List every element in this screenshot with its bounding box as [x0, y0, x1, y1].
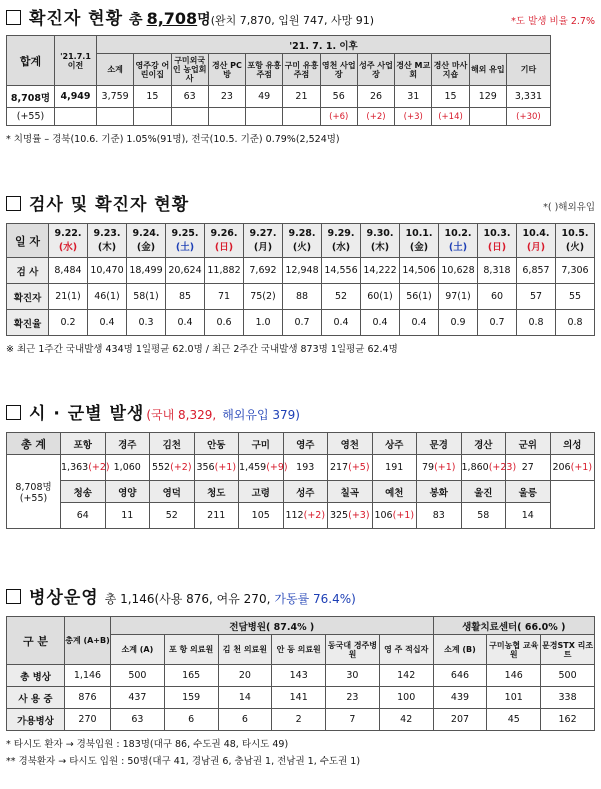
- cell: 11,882: [205, 258, 244, 284]
- cell: (+6): [320, 108, 357, 126]
- header-hospital: 전담병원( 87.4% ): [111, 617, 434, 635]
- checkbox-square-icon: [6, 196, 21, 211]
- cell: (+30): [506, 108, 550, 126]
- cell: 143: [272, 665, 326, 687]
- table-row: [7, 284, 595, 310]
- city-value: 11: [105, 503, 150, 529]
- date-cell: [88, 224, 127, 258]
- date-value: 9.26.: [210, 228, 238, 239]
- cell: 7,692: [244, 258, 283, 284]
- header-total: 총계 (A+B): [65, 617, 111, 665]
- cell: 338: [541, 687, 595, 709]
- weekday: (木): [97, 242, 117, 253]
- cell: 2: [272, 709, 326, 731]
- cell: 56: [320, 86, 357, 108]
- cell: 12,948: [283, 258, 322, 284]
- cell: 71: [205, 284, 244, 310]
- domestic-count: (국내 8,329,: [146, 408, 217, 422]
- header-date-label: 일 자: [7, 224, 49, 258]
- city-name: 성주: [283, 481, 328, 503]
- row-label: 가용병상: [7, 709, 65, 731]
- weekday: (水): [331, 242, 351, 253]
- confirmed-table: [6, 35, 595, 126]
- weekday: (火): [565, 242, 585, 253]
- city-value: 58: [461, 503, 506, 529]
- section-title: 검사 및 확진자 현황: [29, 195, 190, 215]
- cell: 8,318: [478, 258, 517, 284]
- cell: 60: [478, 284, 517, 310]
- total-new: (+55): [19, 493, 48, 504]
- date-row: [7, 224, 595, 258]
- cell: 85: [166, 284, 205, 310]
- cell: 42: [379, 709, 433, 731]
- cell: 439: [433, 687, 487, 709]
- date-cell: [322, 224, 361, 258]
- date-cell: [283, 224, 322, 258]
- cell: 146: [487, 665, 541, 687]
- date-value: 9.30.: [366, 228, 394, 239]
- date-value: 10.2.: [444, 228, 472, 239]
- cell: 6,857: [517, 258, 556, 284]
- cell: 500: [541, 665, 595, 687]
- table-row: [7, 108, 595, 126]
- date-cell: [517, 224, 556, 258]
- cell: 26: [357, 86, 394, 108]
- cell: 20: [218, 665, 272, 687]
- summary-unit: 명: [197, 12, 211, 28]
- overseas-note: *( )해외유입: [543, 202, 595, 213]
- weekday: (木): [370, 242, 390, 253]
- city-value: 552(+2): [150, 455, 195, 481]
- date-value: 9.23.: [93, 228, 121, 239]
- date-cell: [556, 224, 595, 258]
- cell: 100: [379, 687, 433, 709]
- date-value: 10.5.: [561, 228, 589, 239]
- cell: 101: [487, 687, 541, 709]
- header-col: 해외 유입: [469, 54, 506, 86]
- cell: 0.4: [400, 310, 439, 336]
- cell: 7: [326, 709, 380, 731]
- cell: 14,222: [361, 258, 400, 284]
- cell: 165: [164, 665, 218, 687]
- cell: 58(1): [127, 284, 166, 310]
- date-cell: [244, 224, 283, 258]
- summary-total: 8,708: [146, 9, 198, 28]
- section-by-city: [6, 399, 595, 529]
- cell: 8,708명: [7, 86, 55, 108]
- header-col: 소계 (B): [433, 635, 487, 665]
- cell: 142: [379, 665, 433, 687]
- city-value: 64: [61, 503, 106, 529]
- city-name-row: [7, 433, 595, 455]
- cell: [208, 108, 245, 126]
- section-title: 시 · 군별 발생: [29, 404, 145, 424]
- date-value: 9.28.: [288, 228, 316, 239]
- city-table: [6, 432, 595, 529]
- header-col: 구미외국인 농업회사: [171, 54, 208, 86]
- city-name: 영천: [328, 433, 373, 455]
- header-col: 성주 사업장: [357, 54, 394, 86]
- city-name: 영주: [283, 433, 328, 455]
- city-name: 울릉: [506, 481, 551, 503]
- city-name: 칠곡: [328, 481, 373, 503]
- cell: 60(1): [361, 284, 400, 310]
- cell: 52: [322, 284, 361, 310]
- empty-cell: [550, 503, 595, 529]
- header-col: 소계 (A): [111, 635, 165, 665]
- city-value: 217(+5): [328, 455, 373, 481]
- section-confirmed-status: [6, 4, 595, 145]
- cell: 3,759: [97, 86, 134, 108]
- section-title-row: [6, 190, 595, 215]
- cell: 56(1): [400, 284, 439, 310]
- checkbox-square-icon: [6, 10, 21, 25]
- row-label: 확진자: [7, 284, 49, 310]
- weekday: (金): [136, 242, 156, 253]
- city-name: 영양: [105, 481, 150, 503]
- cell: 0.4: [166, 310, 205, 336]
- header-col: 구미농협 교육원: [487, 635, 541, 665]
- header-col: 안 동 의료원: [272, 635, 326, 665]
- weekday: (土): [175, 242, 195, 253]
- header-col: 영천 사업장: [320, 54, 357, 86]
- city-value: 211: [194, 503, 239, 529]
- weekday: (月): [526, 242, 546, 253]
- cell: 876: [65, 687, 111, 709]
- cell: 0.4: [322, 310, 361, 336]
- cell: 63: [111, 709, 165, 731]
- cell: 1.0: [244, 310, 283, 336]
- weekday: (日): [487, 242, 507, 253]
- date-cell: [478, 224, 517, 258]
- summary-pre: 총: [129, 12, 143, 28]
- city-value: 79(+1): [417, 455, 462, 481]
- cell: 21: [283, 86, 320, 108]
- cell: 55: [556, 284, 595, 310]
- city-name: 청도: [194, 481, 239, 503]
- fatality-footnote: * 치명률 – 경북(10.6. 기준) 1.05%(91명), 전국(10.5. 기준) 0.79%(2,524명): [6, 134, 340, 145]
- header-col: 문경STX 리조트: [541, 635, 595, 665]
- cell: 23: [208, 86, 245, 108]
- beds-table: [6, 616, 595, 731]
- cell: [55, 108, 97, 126]
- cell: 14,506: [400, 258, 439, 284]
- header-col: 구미 유흥주점: [283, 54, 320, 86]
- weekly-footnote: ※ 최근 1주간 국내발생 434명 1일평균 62.0명 / 최근 2주간 국내발생 873명 1일평균 62.4명: [6, 344, 398, 355]
- table-row: [7, 665, 595, 687]
- cell: [171, 108, 208, 126]
- cell: 23: [326, 687, 380, 709]
- cell: 57: [517, 284, 556, 310]
- cell: 0.4: [88, 310, 127, 336]
- city-name: 문경: [417, 433, 462, 455]
- cell: 437: [111, 687, 165, 709]
- header-col: 포항 유흥주점: [246, 54, 283, 86]
- header-col: 포 항 의료원: [164, 635, 218, 665]
- cell: 6: [164, 709, 218, 731]
- total-value: 8,708명: [15, 482, 52, 493]
- date-cell: [439, 224, 478, 258]
- section-title-row: [6, 583, 595, 608]
- header-group: 구 분: [7, 617, 65, 665]
- date-value: 9.27.: [249, 228, 277, 239]
- city-name: 김천: [150, 433, 195, 455]
- date-value: 9.24.: [132, 228, 160, 239]
- beds-summary: 총 1,146(사용 876, 여유 270,: [104, 592, 271, 606]
- cell: 0.7: [478, 310, 517, 336]
- cell: 30: [326, 665, 380, 687]
- header-col: 김 천 의료원: [218, 635, 272, 665]
- cell: 63: [171, 86, 208, 108]
- city-name: 봉화: [417, 481, 462, 503]
- cell: 129: [469, 86, 506, 108]
- cell: 15: [432, 86, 469, 108]
- empty-cell: [550, 481, 595, 503]
- table-row: [7, 258, 595, 284]
- city-value: 193: [283, 455, 328, 481]
- cell: 0.8: [517, 310, 556, 336]
- cell: 20,624: [166, 258, 205, 284]
- cell: (+3): [395, 108, 432, 126]
- row-label: 검 사: [7, 258, 49, 284]
- city-value: 1,060: [105, 455, 150, 481]
- cell: 88: [283, 284, 322, 310]
- weekday: (水): [58, 242, 78, 253]
- city-value: 1,363(+2): [61, 455, 106, 481]
- table-row: [7, 310, 595, 336]
- cell: [134, 108, 171, 126]
- date-value: 10.3.: [483, 228, 511, 239]
- table-row: [7, 687, 595, 709]
- cell: 1,146: [65, 665, 111, 687]
- cell: 10,628: [439, 258, 478, 284]
- cell: 10,470: [88, 258, 127, 284]
- city-name: 예천: [372, 481, 417, 503]
- city-name: 고령: [239, 481, 284, 503]
- date-cell: [361, 224, 400, 258]
- section-title: 확진자 현황: [29, 9, 124, 29]
- cell: 97(1): [439, 284, 478, 310]
- cell: 0.7: [283, 310, 322, 336]
- cell: [469, 108, 506, 126]
- date-value: 9.22.: [54, 228, 82, 239]
- city-value: 191: [372, 455, 417, 481]
- city-name: 포항: [61, 433, 106, 455]
- transfer-footnote-1: * 타시도 환자 → 경북입원 : 183명(대구 86, 수도권 48, 타시도 49): [6, 739, 289, 750]
- header-center: 생활치료센터( 66.0% ): [433, 617, 594, 635]
- cell: [246, 108, 283, 126]
- row-label: 확진율: [7, 310, 49, 336]
- row-label: 사 용 중: [7, 687, 65, 709]
- city-value: 206(+1): [550, 455, 595, 481]
- city-value: 1,459(+9): [239, 455, 284, 481]
- table-row: [7, 455, 595, 481]
- header-col: 동국대 경주병원: [326, 635, 380, 665]
- cell: 207: [433, 709, 487, 731]
- header-total: 합계: [7, 36, 55, 86]
- cell: 0.8: [556, 310, 595, 336]
- date-value: 9.25.: [171, 228, 199, 239]
- cell: [97, 108, 134, 126]
- date-value: 10.1.: [405, 228, 433, 239]
- table-row: [7, 86, 595, 108]
- cell: 31: [395, 86, 432, 108]
- city-value: 83: [417, 503, 462, 529]
- cell: 162: [541, 709, 595, 731]
- cell: 15: [134, 86, 171, 108]
- city-value: 356(+1): [194, 455, 239, 481]
- cell: 0.6: [205, 310, 244, 336]
- tests-table: [6, 223, 595, 336]
- date-value: 9.29.: [327, 228, 355, 239]
- cell: 6: [218, 709, 272, 731]
- cell: 0.9: [439, 310, 478, 336]
- city-name: 군위: [506, 433, 551, 455]
- weekday: (日): [214, 242, 234, 253]
- weekday: (月): [253, 242, 273, 253]
- city-name: 안동: [194, 433, 239, 455]
- header-col: 영 주 적십자: [379, 635, 433, 665]
- cell: 49: [246, 86, 283, 108]
- weekday: (火): [292, 242, 312, 253]
- city-value: 1,860(+23): [461, 455, 506, 481]
- weekday: (土): [448, 242, 468, 253]
- section-title-row: [6, 4, 595, 29]
- city-name: 구미: [239, 433, 284, 455]
- cell: 3,331: [506, 86, 550, 108]
- city-name-row: [7, 481, 595, 503]
- city-value: 14: [506, 503, 551, 529]
- checkbox-square-icon: [6, 589, 21, 604]
- date-cell: [205, 224, 244, 258]
- cell: 0.3: [127, 310, 166, 336]
- cell: 75(2): [244, 284, 283, 310]
- header-col: 영주강 어린이집: [134, 54, 171, 86]
- city-name: 의성: [550, 433, 595, 455]
- city-name: 상주: [372, 433, 417, 455]
- date-cell: [49, 224, 88, 258]
- total-value-cell: [7, 455, 61, 529]
- cell: 0.4: [361, 310, 400, 336]
- transfer-footnote-2: ** 경북환자 → 타시도 입원 : 50명(대구 41, 경남권 6, 충남권 1, 전남권 1, 수도권 1): [6, 756, 361, 767]
- city-name: 울진: [461, 481, 506, 503]
- city-name: 청송: [61, 481, 106, 503]
- city-value: 105: [239, 503, 284, 529]
- header-col: 기타: [506, 54, 550, 86]
- ratio-note: *도 발생 비율 2.7%: [511, 16, 595, 27]
- cell: 21(1): [49, 284, 88, 310]
- date-cell: [127, 224, 166, 258]
- date-cell: [400, 224, 439, 258]
- cell: 14,556: [322, 258, 361, 284]
- city-value: 106(+1): [372, 503, 417, 529]
- cell: 4,949: [55, 86, 97, 108]
- cell: 18,499: [127, 258, 166, 284]
- city-name: 영덕: [150, 481, 195, 503]
- city-value: 27: [506, 455, 551, 481]
- city-name: 경주: [105, 433, 150, 455]
- header-col: 소계: [97, 54, 134, 86]
- checkbox-square-icon: [6, 405, 21, 420]
- table-row: [7, 709, 595, 731]
- city-value: 52: [150, 503, 195, 529]
- cell: 7,306: [556, 258, 595, 284]
- section-tests: [6, 190, 595, 355]
- total-label: 총 계: [7, 433, 61, 455]
- cell: (+55): [7, 108, 55, 126]
- date-cell: [166, 224, 205, 258]
- section-title: 병상운영: [29, 588, 99, 608]
- cell: (+14): [432, 108, 469, 126]
- cell: 500: [111, 665, 165, 687]
- header-period: '21. 7. 1. 이후: [97, 36, 551, 54]
- cell: 159: [164, 687, 218, 709]
- cell: 646: [433, 665, 487, 687]
- city-name: 경산: [461, 433, 506, 455]
- city-value: 325(+3): [328, 503, 373, 529]
- cell: 46(1): [88, 284, 127, 310]
- section-beds: [6, 583, 595, 767]
- header-col: 경산 PC방: [208, 54, 245, 86]
- section-title-row: [6, 399, 595, 424]
- beds-rate: 가동률 76.4%): [274, 592, 356, 606]
- cell: [283, 108, 320, 126]
- table-row: [7, 503, 595, 529]
- city-value: 112(+2): [283, 503, 328, 529]
- summary-detail: (완치 7,870, 입원 747, 사망 91): [210, 14, 375, 27]
- row-label: 총 병상: [7, 665, 65, 687]
- date-value: 10.4.: [522, 228, 550, 239]
- header-col: 경산 M교회: [395, 54, 432, 86]
- cell: 141: [272, 687, 326, 709]
- cell: 8,484: [49, 258, 88, 284]
- cell: 0.2: [49, 310, 88, 336]
- header-before: '21.7.1 이전: [55, 36, 97, 86]
- cell: 45: [487, 709, 541, 731]
- cell: (+2): [357, 108, 394, 126]
- cell: 270: [65, 709, 111, 731]
- cell: 14: [218, 687, 272, 709]
- weekday: (金): [409, 242, 429, 253]
- overseas-count: 해외유입 379): [222, 408, 300, 422]
- header-col: 경산 마사지숍: [432, 54, 469, 86]
